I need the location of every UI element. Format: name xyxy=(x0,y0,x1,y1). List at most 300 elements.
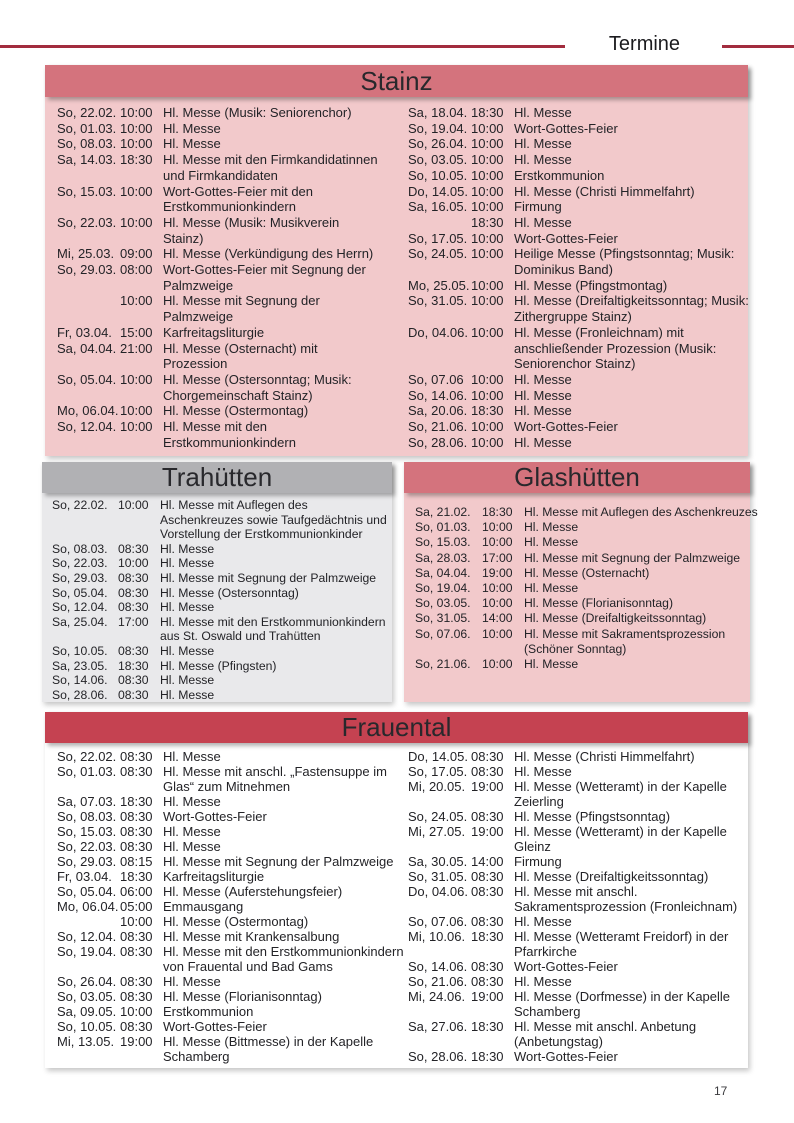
entry-time: 10:00 xyxy=(471,246,504,262)
entry-time: 08:30 xyxy=(120,764,153,779)
entry-desc xyxy=(163,1034,396,1064)
entry-desc-line: Hl. Messe xyxy=(160,556,215,571)
entry-desc-line: Sakramentsprozession (Fronleichnam) xyxy=(514,899,738,914)
entry-date: So, 08.03. xyxy=(57,136,117,152)
entry-time: 18:30 xyxy=(471,214,504,230)
entry-desc xyxy=(524,520,750,535)
entry-desc xyxy=(163,325,396,341)
entry-date: So, 22.02. xyxy=(52,498,108,512)
entry-desc-line: Hl. Messe mit den xyxy=(163,419,268,435)
entry-date: So, 10.05. xyxy=(57,1019,117,1034)
entry-desc xyxy=(163,989,396,1004)
entry-time: 19:00 xyxy=(471,779,504,794)
entry-date: Mi, 24.06. xyxy=(408,989,466,1004)
entry-time: 10:00 xyxy=(471,136,504,152)
entry-time: 10:00 xyxy=(471,120,504,136)
entry-desc-line: Hl. Messe (Wetteramt Freidorf) in der xyxy=(514,929,729,944)
schedule-frauental xyxy=(45,743,748,1064)
schedule-entry xyxy=(404,551,750,566)
schedule-entry xyxy=(396,293,747,324)
entry-desc xyxy=(524,657,750,672)
entry-time: 10:00 xyxy=(482,657,513,672)
entry-desc xyxy=(514,231,747,247)
entry-time: 10:00 xyxy=(471,434,504,450)
entry-date: So, 24.05. xyxy=(408,246,468,262)
entry-desc xyxy=(160,688,392,703)
entry-date: Sa, 07.03. xyxy=(57,794,117,809)
schedule-stainz xyxy=(45,97,748,450)
entry-desc-line: Hl. Messe xyxy=(163,824,221,839)
entry-desc-line: Hl. Messe (Christi Himmelfahrt) xyxy=(514,183,695,199)
entry-date: Sa, 30.05. xyxy=(408,854,468,869)
entry-date: So, 12.04. xyxy=(57,419,117,435)
entry-date: So, 12.04. xyxy=(57,929,117,944)
entry-time: 10:00 xyxy=(471,324,504,340)
entry-time: 10:00 xyxy=(471,183,504,199)
entry-desc xyxy=(514,854,747,869)
entry-desc-line: Hl. Messe (Ostermontag) xyxy=(163,403,309,419)
entry-desc xyxy=(524,581,750,596)
entry-desc xyxy=(514,278,747,294)
schedule-entry xyxy=(396,809,747,824)
entry-desc-line: Hl. Messe mit Sakramentsprozession xyxy=(524,626,726,641)
entry-time: 15:00 xyxy=(120,324,153,340)
entry-date: Mo, 06.04. xyxy=(57,403,119,419)
entry-desc-line: Hl. Messe (Auferstehungsfeier) xyxy=(163,884,343,899)
schedule-entry xyxy=(404,581,750,596)
entry-desc-line: Hl. Messe (Verkündigung des Herrn) xyxy=(163,246,374,262)
schedule-entry xyxy=(396,929,747,959)
entry-date: So, 08.03. xyxy=(52,541,108,556)
schedule-entry xyxy=(396,974,747,989)
entry-time: 08:30 xyxy=(120,944,153,959)
entry-date: So, 24.05. xyxy=(408,809,468,824)
schedule-entry xyxy=(45,1019,396,1034)
schedule-entry xyxy=(396,199,747,215)
entry-date: So, 21.06. xyxy=(415,657,471,672)
entry-date: Sa, 21.02. xyxy=(415,505,471,519)
entry-date: Fr, 03.04. xyxy=(57,869,112,884)
schedule-entry xyxy=(396,824,747,854)
entry-desc-line: Hl. Messe xyxy=(524,520,579,535)
entry-desc-line: Erstkommunion xyxy=(163,1004,254,1019)
entry-time: 10:00 xyxy=(471,419,504,435)
schedule-entry xyxy=(396,278,747,294)
entry-date: So, 08.03. xyxy=(57,809,117,824)
entry-date: So, 14.06. xyxy=(408,387,468,403)
entry-desc xyxy=(163,152,396,183)
entry-time: 10:00 xyxy=(118,498,149,512)
entry-time: 08:30 xyxy=(120,839,153,854)
entry-desc-line: Erstkommunionkindern xyxy=(163,434,296,450)
entry-desc xyxy=(514,215,747,231)
schedule-column xyxy=(45,749,404,1064)
entry-desc-line: Wort-Gottes-Feier xyxy=(514,959,618,974)
entry-time: 10:00 xyxy=(471,387,504,403)
entry-desc-line: Hl. Messe (Ostersonntag; Musik: xyxy=(163,371,352,387)
entry-desc-line: Erstkommunion xyxy=(514,167,605,183)
entry-date: So, 15.03. xyxy=(57,824,117,839)
entry-time: 08:30 xyxy=(118,673,149,688)
entry-date: So, 15.03. xyxy=(415,535,471,550)
entry-time: 17:00 xyxy=(118,614,149,629)
entry-desc-line: Hl. Messe mit Auflegen des Aschenkreuzes xyxy=(524,505,758,519)
entry-time: 10:00 xyxy=(471,167,504,183)
entry-time: 18:30 xyxy=(120,869,153,884)
entry-desc-line: Erstkommunionkindern xyxy=(163,199,296,215)
schedule-entry xyxy=(45,899,396,914)
entry-desc-line: Karfreitagsliturgie xyxy=(163,324,265,340)
entry-date: So, 28.06. xyxy=(52,687,108,702)
entry-desc xyxy=(524,596,750,611)
entry-date: Sa, 04.04. xyxy=(415,565,471,580)
entry-date: So, 22.02. xyxy=(57,105,117,120)
entry-desc xyxy=(524,551,750,566)
entry-desc-line: von Frauental und Bad Gams xyxy=(163,959,333,974)
header-rule-left xyxy=(0,45,565,48)
entry-desc-line: Hl. Messe xyxy=(163,749,221,764)
entry-date: So, 03.05. xyxy=(408,152,468,168)
entry-desc xyxy=(514,105,747,121)
schedule-entry xyxy=(45,136,396,152)
schedule-entry xyxy=(396,1019,747,1049)
entry-desc xyxy=(163,899,396,914)
entry-time: 09:00 xyxy=(120,246,153,262)
entry-date: Sa, 14.03. xyxy=(57,152,117,168)
entry-time: 10:00 xyxy=(471,152,504,168)
schedule-entry xyxy=(45,869,396,884)
entry-time: 17:00 xyxy=(482,550,513,565)
entry-date: So, 01.03. xyxy=(57,764,117,779)
entry-desc xyxy=(163,136,396,152)
schedule-entry xyxy=(396,246,747,277)
entry-desc xyxy=(163,884,396,899)
entry-date: Mi, 20.05. xyxy=(408,779,466,794)
entry-desc xyxy=(160,644,392,659)
entry-date: So, 05.04. xyxy=(57,371,117,387)
section-glashuetten xyxy=(404,462,758,702)
schedule-column xyxy=(42,498,392,702)
entry-desc-line: Firmung xyxy=(514,199,562,215)
entry-date: Sa, 20.06. xyxy=(408,403,468,419)
entry-desc xyxy=(514,764,747,779)
entry-desc xyxy=(163,749,396,764)
entry-desc-line: Hl. Messe xyxy=(163,794,221,809)
schedule-entry xyxy=(396,779,747,809)
entry-date: So, 22.02. xyxy=(57,749,117,764)
entry-desc xyxy=(163,419,396,450)
entry-date: Do, 14.05. xyxy=(408,749,468,764)
entry-desc xyxy=(163,403,396,419)
entry-time: 08:30 xyxy=(471,809,504,824)
entry-date: So, 31.05. xyxy=(415,611,471,626)
entry-desc xyxy=(163,839,396,854)
entry-desc-line: Seniorenchor Stainz) xyxy=(514,356,636,372)
schedule-entry xyxy=(404,566,750,581)
entry-desc-line: Hl. Messe (Pfingstmontag) xyxy=(514,277,668,293)
schedule-entry xyxy=(45,929,396,944)
entry-time: 08:30 xyxy=(120,809,153,824)
entry-desc xyxy=(163,105,396,121)
entry-date: Do, 14.05. xyxy=(408,183,468,199)
entry-desc-line: Zithergruppe Stainz) xyxy=(514,309,632,325)
entry-time: 08:30 xyxy=(120,1019,153,1034)
schedule-column xyxy=(45,105,396,450)
entry-date: Sa, 09.05. xyxy=(57,1004,117,1019)
schedule-entry xyxy=(396,184,747,200)
entry-time: 08:00 xyxy=(120,262,153,278)
schedule-entry xyxy=(42,556,392,571)
schedule-entry xyxy=(42,600,392,615)
entry-date: So, 03.05. xyxy=(57,989,117,1004)
entry-desc-line: Wort-Gottes-Feier xyxy=(163,809,267,824)
entry-time: 08:30 xyxy=(471,974,504,989)
entry-time: 10:00 xyxy=(482,520,513,535)
entry-desc-line: Wort-Gottes-Feier xyxy=(514,120,618,136)
entry-desc-line: Hl. Messe (Musik: Seniorenchor) xyxy=(163,105,352,120)
entry-desc-line: Aschenkreuzes sowie Taufgedächtnis und xyxy=(160,512,387,527)
entry-time: 18:30 xyxy=(118,658,149,673)
schedule-entry xyxy=(396,388,747,404)
entry-desc xyxy=(163,929,396,944)
schedule-entry xyxy=(45,974,396,989)
entry-time: 10:00 xyxy=(471,199,504,215)
entry-time: 10:00 xyxy=(482,626,513,641)
entry-desc xyxy=(160,498,392,542)
entry-desc-line: Hl. Messe mit Segnung der Palmzweige xyxy=(163,854,394,869)
schedule-entry xyxy=(45,989,396,1004)
entry-desc-line: anschließender Prozession (Musik: xyxy=(514,340,717,356)
entry-time: 08:30 xyxy=(118,541,149,556)
entry-desc xyxy=(514,121,747,137)
entry-time: 19:00 xyxy=(471,824,504,839)
entry-date: Mi, 25.03. xyxy=(57,246,115,262)
entry-desc-line: Hl. Messe xyxy=(163,839,221,854)
entry-desc-line: Hl. Messe mit den Erstkommunionkindern xyxy=(160,614,386,629)
entry-time: 18:30 xyxy=(471,403,504,419)
section-frauental xyxy=(45,712,748,1068)
schedule-entry xyxy=(45,262,396,293)
schedule-entry xyxy=(396,136,747,152)
entry-date: So, 10.05. xyxy=(52,643,108,658)
entry-desc xyxy=(163,184,396,215)
entry-desc xyxy=(514,824,747,854)
entry-date: Sa, 23.05. xyxy=(52,658,108,673)
schedule-entry xyxy=(396,231,747,247)
entry-desc-line: Wort-Gottes-Feier xyxy=(163,1019,267,1034)
entry-desc-line: Hl. Messe mit anschl. Anbetung xyxy=(514,1019,697,1034)
schedule-entry xyxy=(45,1034,396,1064)
entry-desc-line: Hl. Messe mit Segnung der Palmzweige xyxy=(160,570,377,585)
entry-time: 06:00 xyxy=(120,884,153,899)
entry-desc xyxy=(160,615,392,644)
entry-date: Mo, 06.04. xyxy=(57,899,119,914)
entry-desc xyxy=(160,659,392,674)
schedule-entry xyxy=(45,325,396,341)
entry-time: 18:30 xyxy=(471,929,504,944)
entry-time: 19:00 xyxy=(120,1034,153,1049)
entry-time: 08:30 xyxy=(471,869,504,884)
entry-date: Sa, 16.05. xyxy=(408,199,468,215)
entry-desc-line: Hl. Messe xyxy=(524,581,579,596)
entry-desc-line: Hl. Messe (Fronleichnam) mit xyxy=(514,324,684,340)
entry-desc-line: Schamberg xyxy=(514,1004,581,1019)
schedule-entry xyxy=(45,944,404,974)
entry-desc-line: Glas“ zum Mitnehmen xyxy=(163,779,291,794)
entry-desc-line: Prozession xyxy=(163,356,228,372)
entry-time: 08:30 xyxy=(471,749,504,764)
schedule-entry xyxy=(42,688,392,703)
entry-time: 10:00 xyxy=(471,230,504,246)
schedule-entry xyxy=(42,542,392,557)
entry-desc-line: Wort-Gottes-Feier xyxy=(514,230,618,246)
entry-time: 08:30 xyxy=(471,764,504,779)
entry-time: 10:00 xyxy=(120,105,153,120)
schedule-entry xyxy=(404,657,750,672)
entry-desc-line: Hl. Messe (Dorfmesse) in der Kapelle xyxy=(514,989,731,1004)
entry-desc-line: Hl. Messe mit anschl. „Fastensuppe im xyxy=(163,764,387,779)
entry-desc-line: Wort-Gottes-Feier mit den xyxy=(163,183,314,199)
entry-desc xyxy=(163,121,396,137)
page-title: Termine xyxy=(608,33,681,55)
entry-time: 08:30 xyxy=(118,570,149,585)
entry-desc xyxy=(514,388,747,404)
entry-time: 10:00 xyxy=(471,371,504,387)
entry-desc xyxy=(160,542,392,557)
entry-desc xyxy=(514,199,747,215)
entry-time: 10:00 xyxy=(471,277,504,293)
entry-date: So, 12.04. xyxy=(52,600,108,615)
entry-date: So, 31.05. xyxy=(408,293,468,309)
schedule-entry xyxy=(42,498,392,542)
entry-time: 10:00 xyxy=(482,535,513,550)
entry-desc xyxy=(514,809,747,824)
entry-desc-line: (Anbetungstag) xyxy=(514,1034,603,1049)
entry-desc-line: Hl. Messe mit Auflegen des xyxy=(160,498,308,512)
entry-date: So, 21.06. xyxy=(408,419,468,435)
entry-desc-line: Wort-Gottes-Feier xyxy=(514,1049,618,1064)
entry-date: Do, 04.06. xyxy=(408,324,468,340)
entry-desc-line: Hl. Messe (Ostersonntag) xyxy=(160,585,299,600)
schedule-entry xyxy=(42,571,392,586)
entry-date: So, 29.03. xyxy=(57,854,117,869)
entry-time: 10:00 xyxy=(120,371,153,387)
entry-date: So, 22.03. xyxy=(57,214,117,230)
entry-desc-line: Emmausgang xyxy=(163,899,244,914)
entry-desc-line: Hl. Messe mit Segnung der xyxy=(163,293,320,309)
schedule-entry xyxy=(404,627,750,657)
schedule-entry xyxy=(396,121,747,137)
entry-desc-line: Hl. Messe xyxy=(160,687,215,702)
entry-desc xyxy=(163,794,396,809)
entry-date: Sa, 27.06. xyxy=(408,1019,468,1034)
entry-desc-line: Palmzweige xyxy=(163,309,234,325)
entry-desc-line: Hl. Messe (Ostermontag) xyxy=(163,914,309,929)
entry-time: 08:30 xyxy=(471,914,504,929)
schedule-entry xyxy=(45,854,396,869)
entry-date: So, 28.06. xyxy=(408,1049,468,1064)
schedule-entry xyxy=(45,809,396,824)
entry-desc xyxy=(514,914,747,929)
schedule-entry xyxy=(42,586,392,601)
entry-desc-line: Chorgemeinschaft Stainz) xyxy=(163,387,313,403)
schedule-entry xyxy=(45,914,396,929)
entry-date: Mo, 25.05. xyxy=(408,277,470,293)
entry-time: 18:30 xyxy=(120,794,153,809)
entry-desc-line: Gleinz xyxy=(514,839,551,854)
entry-time: 10:00 xyxy=(471,293,504,309)
entry-desc xyxy=(514,1049,747,1064)
entry-desc-line: Hl. Messe xyxy=(514,136,572,152)
entry-desc-line: Hl. Messe (Bittmesse) in der Kapelle xyxy=(163,1034,374,1049)
entry-time: 08:30 xyxy=(118,600,149,615)
entry-desc-line: Stainz) xyxy=(163,230,204,246)
entry-time: 08:30 xyxy=(120,974,153,989)
schedule-entry xyxy=(396,764,747,779)
entry-desc-line: Hl. Messe (Osternacht) mit xyxy=(163,340,318,356)
schedule-entry xyxy=(396,959,747,974)
schedule-entry xyxy=(45,764,396,794)
entry-desc xyxy=(524,566,750,581)
entry-desc xyxy=(524,535,750,550)
entry-desc-line: Hl. Messe (Florianisonntag) xyxy=(163,989,322,1004)
entry-desc-line: Hl. Messe mit den Firmkandidatinnen xyxy=(163,152,378,168)
schedule-entry xyxy=(396,1049,747,1064)
entry-time: 10:00 xyxy=(120,914,153,929)
schedule-entry xyxy=(45,839,396,854)
entry-desc xyxy=(163,869,396,884)
entry-desc-line: Wort-Gottes-Feier mit Segnung der xyxy=(163,262,366,278)
entry-date: So, 19.04. xyxy=(408,120,468,136)
entry-desc xyxy=(163,914,396,929)
entry-desc-line: Hl. Messe (Dreifaltigkeitssonntag) xyxy=(524,611,707,626)
entry-desc xyxy=(163,246,396,262)
entry-desc-line: Hl. Messe (Pfingstsonntag) xyxy=(514,809,671,824)
header-rule-right xyxy=(722,45,794,48)
entry-date: So, 03.05. xyxy=(415,596,471,611)
entry-desc-line: (Schöner Sonntag) xyxy=(524,641,627,656)
entry-date: So, 07.06. xyxy=(415,626,471,641)
section-trahuetten xyxy=(42,462,392,702)
entry-date: Mi, 10.06. xyxy=(408,929,466,944)
entry-desc xyxy=(163,215,396,246)
page-number: 17 xyxy=(714,1084,728,1098)
entry-desc-line: Hl. Messe xyxy=(524,657,579,672)
entry-desc-line: Vorstellung der Erstkommunionkinder xyxy=(160,527,363,542)
schedule-entry xyxy=(42,644,392,659)
entry-desc xyxy=(163,293,396,324)
entry-date: So, 26.04. xyxy=(408,136,468,152)
entry-desc-line: Pfarrkirche xyxy=(514,944,577,959)
entry-desc xyxy=(514,184,747,200)
entry-desc xyxy=(163,809,396,824)
schedule-entry xyxy=(45,215,396,246)
entry-time: 18:30 xyxy=(482,505,513,519)
schedule-entry xyxy=(396,884,747,914)
entry-desc xyxy=(163,944,404,974)
entry-desc xyxy=(163,824,396,839)
entry-desc xyxy=(514,1019,747,1049)
section-title-trahuetten: Trahütten xyxy=(42,462,392,493)
schedule-entry xyxy=(396,749,747,764)
entry-date: So, 10.05. xyxy=(408,167,468,183)
entry-desc-line: Hl. Messe xyxy=(160,600,215,615)
section-title-stainz: Stainz xyxy=(45,65,748,97)
schedule-column xyxy=(396,105,747,450)
schedule-entry xyxy=(45,1004,396,1019)
entry-desc xyxy=(160,600,392,615)
schedule-entry xyxy=(396,989,747,1019)
